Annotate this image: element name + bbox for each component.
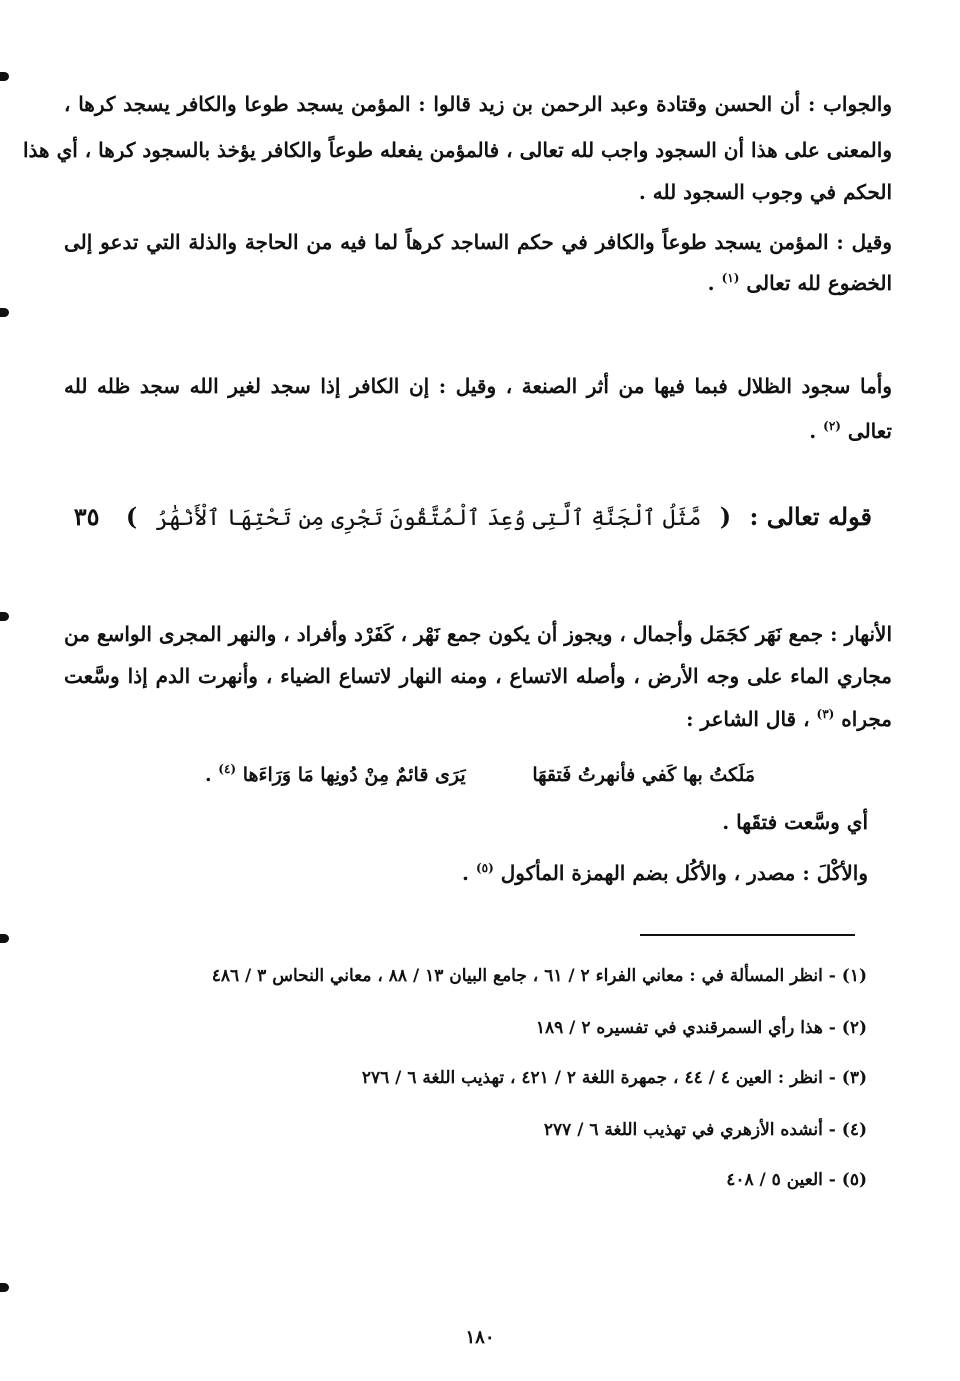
binding-mark bbox=[0, 308, 9, 317]
footnote-separator bbox=[640, 934, 855, 936]
verse-number: ٣٥ bbox=[73, 502, 100, 531]
paragraph-text: تعالى bbox=[847, 419, 892, 443]
binding-mark bbox=[0, 1283, 9, 1292]
footnote-ref: (٢) bbox=[823, 419, 841, 433]
paragraph-end: . bbox=[707, 271, 715, 295]
verse-close-paren: ) bbox=[125, 502, 138, 531]
paragraph-line: والجواب : أن الحسن وقتادة وعبد الرحمن بن زيد قالوا : المؤمن يسجد طوعا والكافر يسجد كرها ، bbox=[64, 92, 892, 116]
paragraph-line: والمعنى على هذا أن السجود واجب لله تعالى ، فالمؤمن يفعله طوعاً والكافر يؤخذ بالسجود كرها ، أي هذا bbox=[23, 138, 892, 162]
footnote: (٢) - هذا رأي السمرقندي في تفسيره ٢ / ١٨٩ bbox=[535, 1018, 867, 1038]
explanation-line bbox=[462, 862, 868, 883]
paragraph-line: وقيل : المؤمن يسجد طوعاً والكافر في حكم الساجد كرهاً لما فيه من الحاجة والذلة التي تدعو إلى bbox=[64, 230, 892, 254]
footnote: (١) - انظر المسألة في : معاني الفراء ٢ / ٦١ ، جامع البيان ١٣ / ٨٨ ، معاني النحاس ٣ / ٤٨٦ bbox=[211, 966, 867, 986]
footnote: (٥) - العين ٥ / ٤٠٨ bbox=[726, 1170, 867, 1190]
binding-mark bbox=[0, 612, 9, 621]
explanation-line: أي وسَّعت فتقَها . bbox=[722, 810, 868, 834]
paragraph-end: . bbox=[809, 419, 817, 443]
paragraph-line: الحكم في وجوب السجود لله . bbox=[638, 180, 892, 204]
footnote-ref: (٤) bbox=[218, 762, 237, 776]
binding-mark bbox=[0, 934, 9, 943]
poem-hemistich-2: يَرَى قائمٌ مِنْ دُونِها مَا وَرَاءَها bbox=[242, 764, 466, 786]
footnote: (٤) - أنشده الأزهري في تهذيب اللغة ٦ / ٢٧٧ bbox=[543, 1120, 867, 1140]
page-number: ١٨٠ bbox=[465, 1327, 495, 1348]
poem-verse bbox=[205, 762, 755, 786]
explanation-end: . bbox=[462, 861, 469, 885]
paragraph-text: مجراه bbox=[841, 707, 892, 731]
paragraph-line: مجاري الماء على وجه الأرض ، وأصله الاتساع ، ومنه النهار لاتساع الضياء ، وأنهرت الدم إذا وسَّعت bbox=[64, 664, 892, 688]
binding-mark bbox=[0, 72, 9, 81]
footnote-ref: (١) bbox=[721, 271, 740, 285]
poem-hemistich-1: مَلَكتُ بها كَفي فأنهرتُ فَتقهَا bbox=[532, 764, 755, 786]
footnote-ref: (٥) bbox=[475, 861, 494, 875]
verse-lead: قوله تعالى : bbox=[749, 502, 872, 531]
verse-open-paren: ( bbox=[719, 502, 732, 531]
footnote-ref: (٣) bbox=[816, 707, 835, 721]
paragraph-end: ، قال الشاعر : bbox=[686, 707, 810, 731]
paragraph-text: الخضوع لله تعالى bbox=[746, 271, 892, 295]
paragraph-line: الأنهار : جمع نَهَر كجَمَل وأجمال ، ويجوز أن يكون جمع نَهْر ، كَفَرْد وأفراد ، والنهر المجرى الواسع من bbox=[64, 622, 892, 646]
paragraph-line: وأما سجود الظلال فبما فيها من أثر الصنعة ، وقيل : إن الكافر إذا سجد لغير الله سجد ظله لله bbox=[64, 374, 892, 398]
paragraph-last-line bbox=[708, 272, 892, 293]
paragraph-last-line bbox=[686, 708, 892, 729]
poem-end: . bbox=[205, 764, 212, 786]
explanation-text: والأكْلَ : مصدر ، والأكُل بضم الهمزة المأكول bbox=[500, 861, 868, 885]
paragraph-last-line bbox=[809, 420, 892, 441]
verse-text: مَّثَلُ ٱلْجَنَّةِ ٱلَّتِى وُعِدَ ٱلْمُتَّقُونَ تَجْرِى مِن تَحْتِهَا ٱلْأَنْهَٰرُ bbox=[155, 506, 702, 531]
footnote: (٣) - انظر : العين ٤ / ٤٤ ، جمهرة اللغة ٢ / ٤٢١ ، تهذيب اللغة ٦ / ٢٧٦ bbox=[361, 1068, 867, 1088]
verse-heading bbox=[73, 502, 872, 531]
